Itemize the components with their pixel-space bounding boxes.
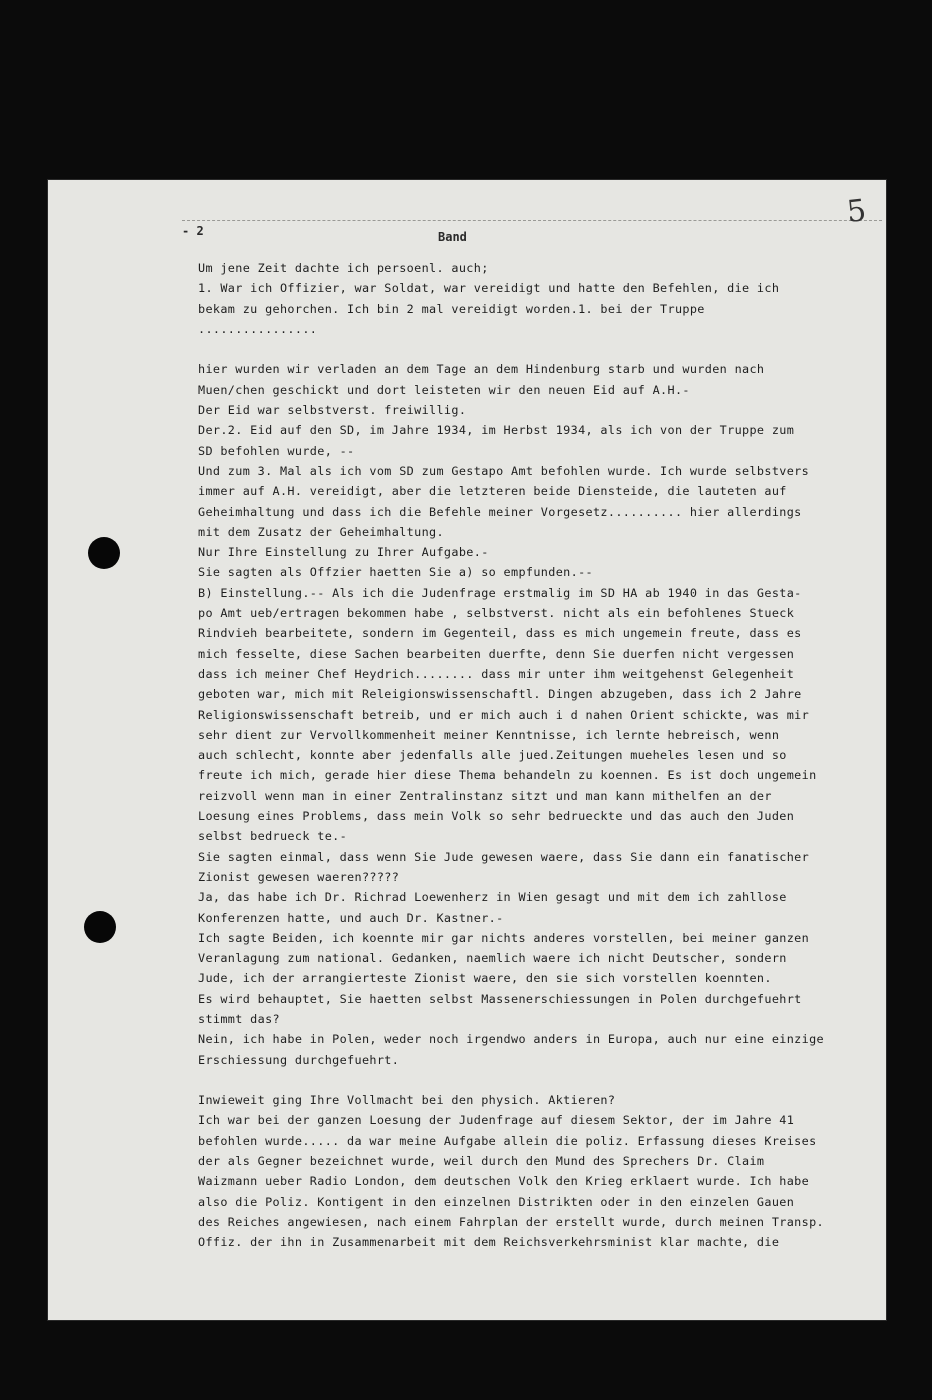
text-line: ................	[198, 321, 318, 336]
text-line: Rindvieh bearbeitete, sondern im Gegenteil, dass es mich ungemein freute, dass es	[198, 626, 802, 641]
text-line: mich fesselte, diese Sachen bearbeiten duerfte, denn Sie duerfen nicht vergessen	[198, 646, 795, 661]
text-line: Religionswissenschaft betreib, und er mich auch i d nahen Orient schickte, was mir	[198, 707, 810, 722]
text-line: Sie sagten einmal, dass wenn Sie Jude gewesen waere, dass Sie dann ein fanatischer	[198, 849, 810, 864]
text-line: Nein, ich habe in Polen, weder noch irgendwo anders in Europa, auch nur eine einzige	[198, 1032, 824, 1047]
text-line: hier wurden wir verladen an dem Tage an dem Hindenburg starb und wurden nach	[198, 362, 765, 377]
text-line: Veranlagung zum national. Gedanken, naemlich waere ich nicht Deutscher, sondern	[198, 951, 787, 966]
text-line: Sie sagten als Offzier haetten Sie a) so empfunden.--	[198, 565, 593, 580]
text-line: der als Gegner bezeichnet wurde, weil durch den Mund des Sprechers Dr. Claim	[198, 1154, 765, 1169]
text-line: bekam zu gehorchen. Ich bin 2 mal vereidigt worden.1. bei der Truppe	[198, 301, 705, 316]
text-line: Ich war bei der ganzen Loesung der Judenfrage auf diesem Sektor, der im Jahre 41	[198, 1113, 795, 1128]
text-line: Es wird behauptet, Sie haetten selbst Massenerschiessungen in Polen durchgefuehrt	[198, 991, 802, 1006]
text-line: Zionist gewesen waeren?????	[198, 869, 400, 884]
text-line: 1. War ich Offizier, war Soldat, war vereidigt und hatte den Befehlen, die ich	[198, 281, 780, 296]
text-line: des Reiches angewiesen, nach einem Fahrplan der erstellt wurde, durch meinen Transp.	[198, 1214, 824, 1229]
text-line: geboten war, mich mit Releigionswissenschaftl. Dingen abzugeben, dass ich 2 Jahre	[198, 687, 802, 702]
text-line: po Amt ueb/ertragen bekommen habe , selbstverst. nicht als ein befohlenes Stueck	[198, 606, 795, 621]
text-line: Geheimhaltung und dass ich die Befehle meiner Vorgesetz.......... hier allerdings	[198, 504, 802, 519]
text-line: Um jene Zeit dachte ich persoenl. auch;	[198, 261, 489, 275]
text-line: Jude, ich der arrangierteste Zionist waere, den sie sich vorstellen koennten.	[198, 971, 772, 986]
punch-hole-lower	[84, 911, 116, 943]
typewritten-page	[48, 180, 886, 1320]
page-number: - 2	[182, 224, 204, 238]
text-line: sehr dient zur Vervollkommenheit meiner Kenntnisse, ich lernte hebreisch, wenn	[198, 727, 780, 742]
text-line: Ja, das habe ich Dr. Richrad Loewenherz in Wien gesagt und mit dem ich zahllose	[198, 890, 787, 905]
text-line: freute ich mich, gerade hier diese Thema behandeln zu koennen. Es ist doch ungemein	[198, 768, 817, 783]
text-line: Inwieweit ging Ihre Vollmacht bei den physich. Aktieren?	[198, 1093, 616, 1108]
text-line: SD befohlen wurde, --	[198, 443, 355, 458]
text-line: mit dem Zusatz der Geheimhaltung.	[198, 524, 444, 539]
text-line	[198, 1070, 878, 1090]
text-line: selbst bedrueck te.-	[198, 829, 348, 844]
text-line: auch schlecht, konnte aber jedenfalls alle jued.Zeitungen mueheles lesen und so	[198, 748, 787, 763]
text-line: Nur Ihre Einstellung zu Ihrer Aufgabe.-	[198, 545, 489, 560]
text-line: befohlen wurde..... da war meine Aufgabe allein die poliz. Erfassung dieses Kreises	[198, 1133, 817, 1148]
text-line: Muen/chen geschickt und dort leisteten wir den neuen Eid auf A.H.-	[198, 382, 690, 397]
text-line: stimmt das?	[198, 1011, 280, 1026]
text-line: Der.2. Eid auf den SD, im Jahre 1934, im Herbst 1934, als ich von der Truppe zum	[198, 423, 795, 438]
handwritten-page-number: 5	[845, 193, 868, 230]
text-line: Erschiessung durchgefuehrt.	[198, 1052, 400, 1067]
punch-hole-upper	[88, 537, 120, 569]
text-line: immer auf A.H. vereidigt, aber die letzteren beide Diensteide, die lauteten auf	[198, 484, 787, 499]
text-line: Loesung eines Problems, dass mein Volk so sehr bedrueckte und das auch den Juden	[198, 809, 795, 824]
text-line: Und zum 3. Mal als ich vom SD zum Gestapo Amt befohlen wurde. Ich wurde selbstvers	[198, 463, 810, 478]
text-line: Offiz. der ihn in Zusammenarbeit mit dem Reichsverkehrsminist klar machte, die	[198, 1235, 780, 1250]
text-line: reizvoll wenn man in einer Zentralinstanz sitzt und man kann mithelfen an der	[198, 788, 772, 803]
reel-label: Band	[438, 230, 467, 244]
text-line: dass ich meiner Chef Heydrich........ dass mir unter ihm weitgehenst Gelegenheit	[198, 666, 795, 681]
transcript-body	[198, 258, 878, 1253]
text-line: B) Einstellung.-- Als ich die Judenfrage erstmalig im SD HA ab 1940 in das Gesta-	[198, 585, 802, 600]
text-line: Der Eid war selbstverst. freiwillig.	[198, 403, 467, 418]
text-line: Ich sagte Beiden, ich koennte mir gar nichts anderes vorstellen, bei meiner ganzen	[198, 930, 810, 945]
text-line: Konferenzen hatte, und auch Dr. Kastner.-	[198, 910, 504, 925]
text-line: also die Poliz. Kontigent in den einzelnen Distrikten oder in den einzelen Gauen	[198, 1194, 795, 1209]
header-rule	[182, 220, 882, 221]
text-line: Waizmann ueber Radio London, dem deutschen Volk den Krieg erklaert wurde. Ich habe	[198, 1174, 810, 1189]
text-line	[198, 339, 878, 359]
